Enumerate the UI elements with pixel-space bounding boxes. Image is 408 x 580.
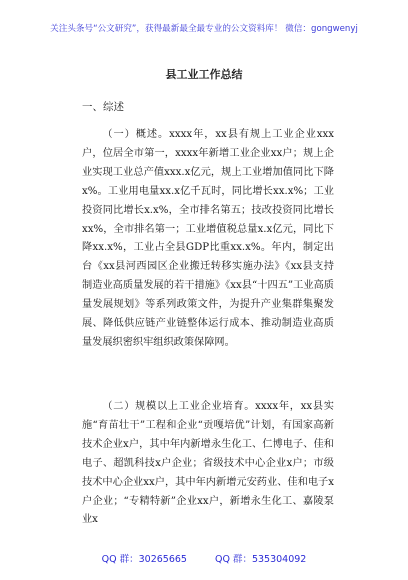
qq-label: QQ 群： (214, 554, 252, 565)
paragraph-overview: （一）概述。xxxx年，xx县有规上工业企业xxx户，位居全市第一，xxxx年新增工业企业xx户；规上企业实现工业总产值xxx.x亿元，规上工业增加值同比下降x%。工业用电量xx.x亿千瓦时，同比增长xx.x%；工业投资同比增长x.x%，全市排名第五；技改投资同比增长xx%，全市排名第一；工业增值税总量x.x亿元，同比下降xx.x%，工业占全县GDP比重xx.x%。年内，制定出台《xx县河西园区企业搬迁转移实施办法》《xx县支持制造业高质量发展的若干措施》《xx县“十四五”工业高质量发展规划》等系列政策文件，为提升产业集群集聚发展、降低供应链产业链整体运行成本、推动制造业高质量发展织密织牢组织政策保障网。 (82, 129, 334, 348)
document-title: 县工业工作总结 (165, 68, 243, 81)
paragraph-enterprise-cultivation: （二）规模以上工业企业培育。xxxx年，xx县实施“育苗壮干”工程和企业“贡嘎培优”计划，有国家高新技术企业x户，其中年内新增永生化工、仁博电子、佳和电子、超凯科技x户企业；省级技术中心企业x户；市级技术中心企业xx户，其中年内新增元安药业、佳和电子x户企业；“专精特新”企业xx户，新增永生化工、嘉陵泵业x (82, 401, 334, 526)
qq-label: QQ 群： (101, 554, 139, 565)
section-heading: 一、综述 (82, 101, 124, 113)
page-footer (0, 551, 408, 565)
page-header-note: 关注头条号“公文研究”，获得最新最全最专业的公文资料库！ 微信：gongwenyj (50, 24, 358, 34)
qq-group-number: 30265665 (138, 554, 187, 565)
qq-group-number: 535304092 (251, 554, 307, 565)
